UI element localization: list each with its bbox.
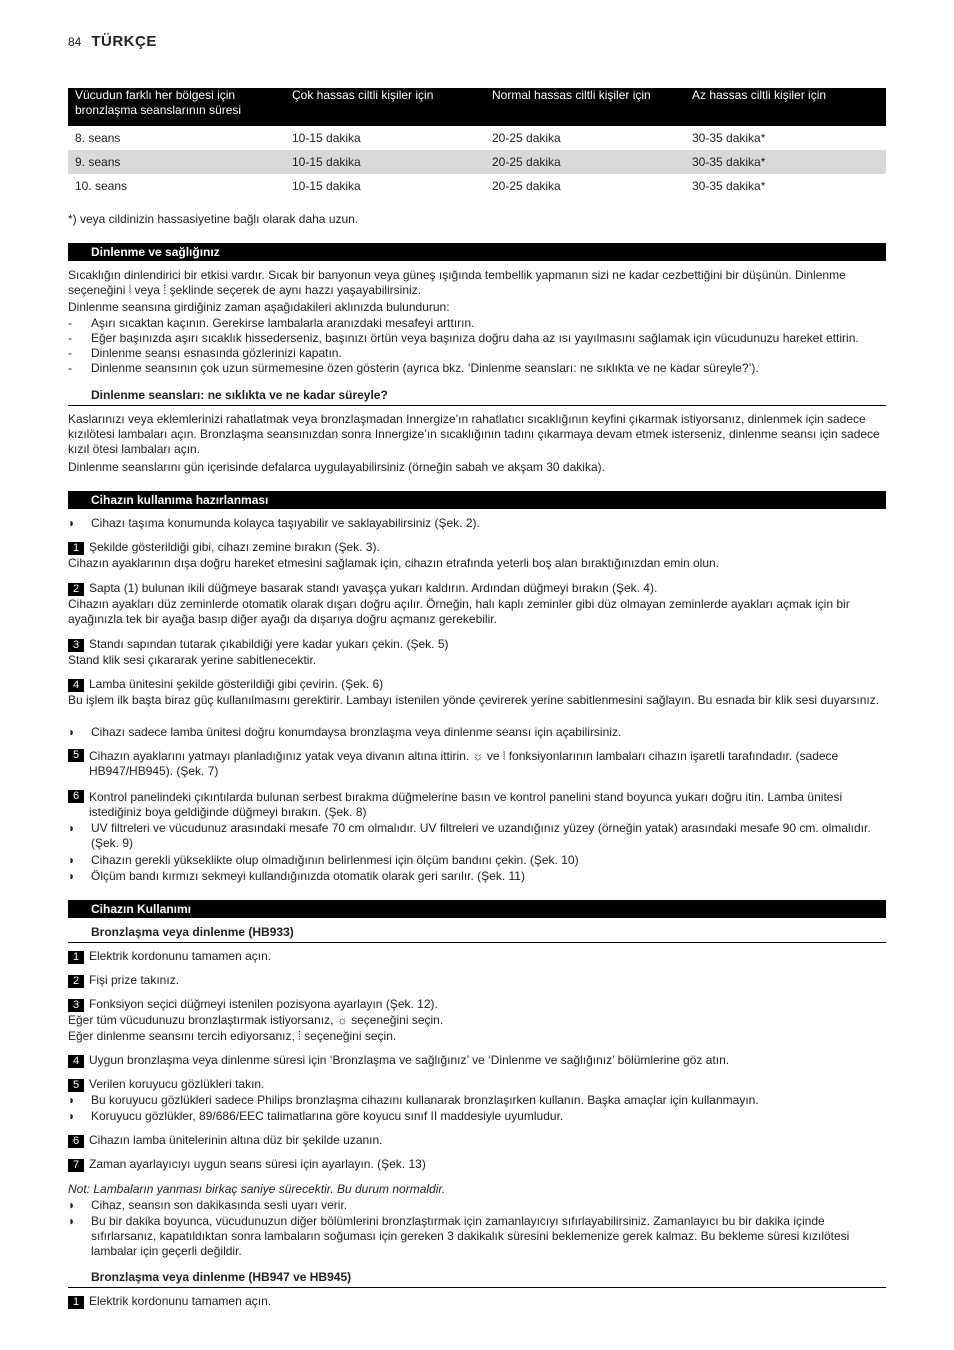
step-note: Eğer dinlenme seansını tercih ediyorsanız, ⦙ seçeneğini seçin.: [68, 1029, 397, 1043]
bullet-item: ◗ Bu bir dakika boyunca, vücudunuzun diğer bölümlerini bronzlaştırmak için zamanlayıcıyı sıfırlayabilirsiniz. Zamanlayıcı bu bir dakika içinde sıfırlarsanız, kapatıldıktan sonra lambaların soğuması için gereken 3 dakikalık süresini beklemenize gerek kalmaz. Bu bekleme süresi kızılötesi lambalar için geçerli değildir.: [68, 1214, 850, 1258]
step-number: 3: [68, 639, 84, 652]
step-number: 5: [68, 749, 84, 762]
bullet-icon: ◗: [68, 1198, 76, 1212]
step-note: Eğer tüm vücudunuzu bronzlaştırmak istiyorsanız, ☼ seçeneğini seçin.: [68, 1013, 444, 1027]
table-header-cell: Az hassas ciltli kişiler için: [685, 88, 886, 126]
dash-icon: -: [68, 316, 72, 330]
step-1: 1 Elektrik kordonunu tamamen açın.: [68, 1294, 886, 1309]
step-2: 2 Sapta (1) bulunan ikili düğmeye basarak standı yavaşça yukarı kaldırın. Ardından düğmeyi bırakın (Şek. 4).: [68, 581, 886, 596]
subheading-hb947-hb945: Bronzlaşma veya dinlenme (HB947 ve HB945): [68, 1270, 886, 1288]
rest-paragraph-1: Sıcaklığın dinlendirici bir etkisi vardır. Sıcak bir banyonun veya güneş ışığında tembellik yapmanın sizi ne kadar cezbettiğini bir düşünün. Dinlenme seçeneğini ⦚ veya ⦙ şeklinde seçerek de aynı hazzı yaşayabilirsiniz.: [68, 268, 846, 297]
step-note: Cihazın ayakları düz zeminlerde otomatik olarak dışarı doğru açılır. Örneğin, halı kaplı zeminler gibi düz olmayan zeminlerde ayakları açmak için bir ayağınızla tek bir ayağa basıp diğer ayağı da dışarıya doğru açmanız gerekebilir.: [68, 597, 850, 626]
table-cell: 10-15 dakika: [292, 130, 361, 145]
step-number: 4: [68, 679, 84, 692]
step-5: 5 Verilen koruyucu gözlükleri takın.: [68, 1077, 886, 1092]
step-note: Stand klik sesi çıkararak yerine sabitlenecektir.: [68, 653, 317, 667]
step-number: 1: [68, 951, 84, 964]
bullet-item: ◗ Cihazın gerekli yükseklikte olup olmadığının belirlenmesi için ölçüm bandını çekin. (Şek. 10): [68, 853, 579, 867]
step-1: 1 Elektrik kordonunu tamamen açın.: [68, 949, 886, 964]
table-header-cell: Çok hassas ciltli kişiler için: [285, 88, 485, 126]
list-item: - Eğer başınızda aşırı sıcaklık hissederseniz, başınızı örtün veya başınıza doğru daha az ısı yayılmasını sağlamak için vücudunuzu hareket ettirin.: [68, 331, 859, 345]
table-cell: 20-25 dakika: [492, 130, 561, 145]
subheading-hb933: Bronzlaşma veya dinlenme (HB933): [68, 925, 886, 943]
table-cell: 8. seans: [75, 130, 121, 145]
step-2: 2 Fişi prize takınız.: [68, 973, 886, 988]
list-item: - Dinlenme seansının çok uzun sürmemesine özen gösterin (ayrıca bkz. ‘Dinlenme seansları: ne sıklıkta ve ne kadar süreyle?’).: [68, 361, 759, 375]
step-3: 3 Fonksiyon seçici düğmeyi istenilen pozisyona ayarlayın (Şek. 12).: [68, 997, 886, 1012]
dash-icon: -: [68, 346, 72, 360]
note: Not: Lambaların yanması birkaç saniye sürecektir. Bu durum normaldir.: [68, 1182, 446, 1196]
bullet-icon: ◗: [68, 725, 76, 739]
bullet-icon: ◗: [68, 1093, 76, 1107]
step-number: 2: [68, 583, 84, 596]
language-title: TÜRKÇE: [91, 33, 157, 50]
step-number: 1: [68, 1296, 84, 1309]
dash-icon: -: [68, 331, 72, 345]
bullet-icon: ◗: [68, 1214, 76, 1228]
step-5: 5 Cihazın ayaklarını yatmayı planladığınız yatak veya divanın altına ittirin. ☼ ve ⦚ fonksiyonlarının lambaları cihazın işaretli tarafındadır. (sadece HB947/HB945). (Şek. 7): [68, 749, 886, 779]
step-number: 2: [68, 975, 84, 988]
step-number: 7: [68, 1159, 84, 1172]
frequency-paragraph-1: Kaslarınızı veya eklemlerinizi rahatlatmak veya bronzlaşmadan Innergize’ın rahatlatıcı sıcaklığının keyfini çıkarmak istiyorsanız, dinlenmek için sadece kızılötesi lambaları açın. Bronzlaşma seansınızdan sonra Innergize’ın sıcaklığının tadını çıkarmaya devam etmek isterseniz, dinlenme seansı için sadece kızıl ötesi lambaları açın.: [68, 412, 880, 456]
list-item: - Dinlenme seansı esnasında gözlerinizi kapatın.: [68, 346, 342, 360]
dash-icon: -: [68, 361, 72, 375]
bullet-icon: ◗: [68, 869, 76, 883]
bullet-icon: ◗: [68, 1109, 76, 1123]
step-6: 6 Kontrol panelindeki çıkıntılarda bulunan serbest bırakma düğmelerine basın ve kontrol panelini stand boyunca yukarı doğru itin. Lamba ünitesi istediğiniz boya geldiğinde düğmeyi bırakın. (Şek. 8): [68, 790, 886, 820]
step-4: 4 Lamba ünitesini şekilde gösterildiği gibi çevirin. (Şek. 6): [68, 677, 886, 692]
section-title-rest: Dinlenme ve sağlığınız: [68, 243, 886, 261]
step-number: 4: [68, 1055, 84, 1068]
table-header-cell: Vücudun farklı her bölgesi için bronzlaşma seanslarının süresi: [68, 88, 285, 126]
list-item: - Aşırı sıcaktan kaçının. Gerekirse lambalarla aranızdaki mesafeyi arttırın.: [68, 316, 475, 330]
table-footnote: *) veya cildinizin hassasiyetine bağlı olarak daha uzun.: [68, 212, 359, 226]
step-4: 4 Uygun bronzlaşma veya dinlenme süresi için ‘Bronzlaşma ve sağlığınız’ ve ‘Dinlenme ve sağlığınız’ bölümlerine göz atın.: [68, 1053, 886, 1068]
bullet-item: ◗ Cihazı sadece lamba ünitesi doğru konumdaysa bronzlaşma veya dinlenme seansı için açabilirsiniz.: [68, 725, 622, 739]
table-row: [68, 174, 886, 198]
step-number: 3: [68, 999, 84, 1012]
table-cell: 30-35 dakika*: [692, 178, 766, 193]
table-row: [68, 150, 886, 174]
step-number: 1: [68, 542, 84, 555]
step-6: 6 Cihazın lamba ünitelerinin altına düz bir şekilde uzanın.: [68, 1133, 886, 1148]
step-number: 5: [68, 1079, 84, 1092]
tanning-table: [68, 88, 886, 198]
step-note: Cihazın ayaklarının dışa doğru hareket etmesini sağlamak için, cihazın etrafında yeterli boş alan bıraktığınızdan emin olun.: [68, 556, 720, 570]
step-number: 6: [68, 1135, 84, 1148]
table-cell: 10. seans: [75, 178, 128, 193]
step-3: 3 Standı sapından tutarak çıkabildiği yere kadar yukarı çekin. (Şek. 5): [68, 637, 886, 652]
bullet-item: ◗ Ölçüm bandı kırmızı sekmeyi kullandığınızda otomatik olarak geri sarılır. (Şek. 11): [68, 869, 525, 883]
step-7: 7 Zaman ayarlayıcıyı uygun seans süresi için ayarlayın. (Şek. 13): [68, 1157, 886, 1172]
bullet-item: ◗ Cihaz, seansın son dakikasında sesli uyarı verir.: [68, 1198, 348, 1212]
table-header-cell: Normal hassas ciltli kişiler için: [485, 88, 685, 126]
table-cell: 30-35 dakika*: [685, 150, 886, 174]
bullet-icon: ◗: [68, 853, 76, 867]
bullet-item: ◗ UV filtreleri ve vücudunuz arasındaki mesafe 70 cm olmalıdır. UV filtreleri ve uzandığınız yüzey (örneğin yatak) arasındaki mesafe 90 cm. olmalıdır. (Şek. 9): [68, 821, 871, 850]
step-note: Bu işlem ilk başta biraz güç kullanılmasını gerektirir. Lambayı istenilen yönde çevirerek yerine sabitlenmesini sağlayın. Bu esnada bir klik sesi duyarsınız.: [68, 693, 880, 707]
frequency-paragraph-2: Dinlenme seanslarını gün içerisinde defalarca uygulayabilirsiniz (örneğin sabah ve akşam 30 dakika).: [68, 460, 605, 474]
step-number: 6: [68, 790, 84, 803]
bullet-item: ◗ Koruyucu gözlükler, 89/686/EEC talimatlarına göre koyucu sınıf II maddesiyle uyumludur.: [68, 1109, 564, 1123]
bullet-icon: ◗: [68, 821, 76, 835]
rest-paragraph-2: Dinlenme seansına girdiğiniz zaman aşağıdakileri aklınızda bulundurun:: [68, 300, 450, 314]
bullet-icon: ◗: [68, 516, 76, 530]
rest-list: [68, 316, 886, 376]
bullet-item: ◗ Bu koruyucu gözlükleri sadece Philips bronzlaşma cihazını kullanarak bronzlaşırken kullanın. Başka amaçlar için kullanmayın.: [68, 1093, 759, 1107]
table-cell: 30-35 dakika*: [692, 130, 766, 145]
page-number: 84: [68, 35, 82, 49]
table-cell: 20-25 dakika: [485, 150, 685, 174]
section-title-preparation: Cihazın kullanıma hazırlanması: [68, 491, 886, 509]
subheading-frequency: Dinlenme seansları: ne sıklıkta ve ne kadar süreyle?: [68, 388, 886, 406]
table-cell: 10-15 dakika: [292, 178, 361, 193]
table-cell: 20-25 dakika: [492, 178, 561, 193]
table-cell: 10-15 dakika: [285, 150, 485, 174]
table-header-row: [68, 88, 886, 126]
step-1: 1 Şekilde gösterildiği gibi, cihazı zemine bırakın (Şek. 3).: [68, 540, 886, 555]
table-cell: 9. seans: [68, 150, 285, 174]
page-header: [68, 34, 157, 50]
table-row: [68, 126, 886, 150]
bullet-item: ◗ Cihazı taşıma konumunda kolayca taşıyabilir ve saklayabilirsiniz (Şek. 2).: [68, 516, 480, 530]
section-title-usage: Cihazın Kullanımı: [68, 900, 886, 918]
